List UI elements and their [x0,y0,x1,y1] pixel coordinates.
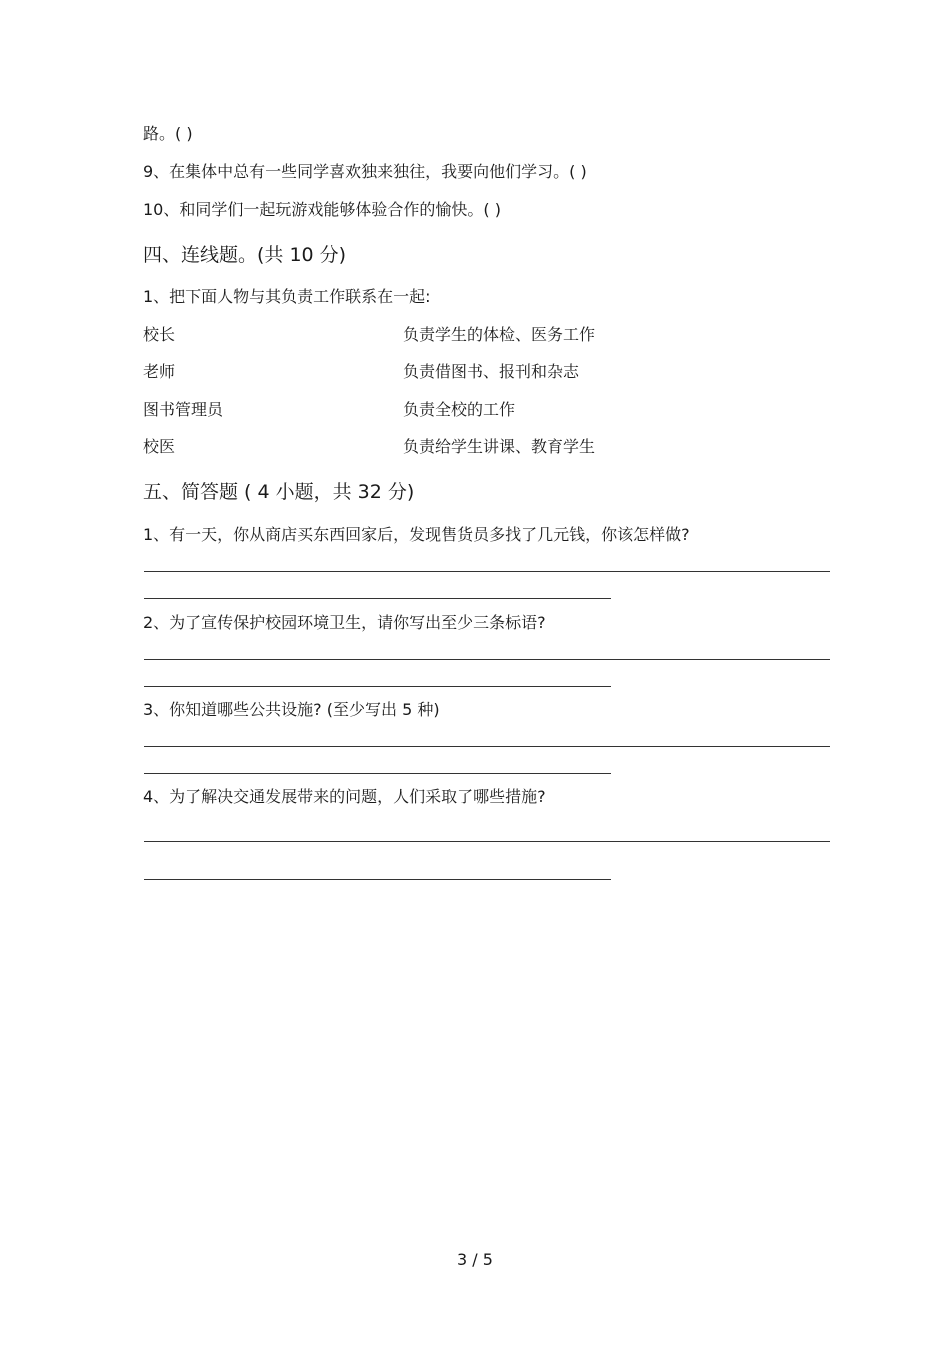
answer-line-3a[interactable] [144,746,830,747]
answer-line-4b[interactable] [144,879,611,880]
match-right-2: 负责借图书、报刊和杂志 [403,362,580,381]
match-right-4: 负责给学生讲课、教育学生 [403,437,596,456]
judge-item-9: 9、在集体中总有一些同学喜欢独来独往，我要向他们学习。( ) [143,162,587,181]
match-left-4: 校医 [143,437,176,456]
question-1: 1、有一天，你从商店买东西回家后，发现售货员多找了几元钱，你该怎样做? [143,525,690,544]
section5-title: 五、简答题 ( 4 小题，共 32 分) [143,481,415,503]
answer-line-2b[interactable] [144,686,611,687]
match-right-3: 负责全校的工作 [403,400,516,419]
section4-title: 四、连线题。(共 10 分) [143,244,347,266]
match-left-3: 图书管理员 [143,400,224,419]
match-left-2: 老师 [143,362,176,381]
match-left-1: 校长 [143,325,176,344]
section4-instruction: 1、把下面人物与其负责工作联系在一起: [143,287,431,306]
answer-line-1a[interactable] [144,571,830,572]
page-number: 3 / 5 [457,1250,493,1269]
answer-line-2a[interactable] [144,659,830,660]
judge-item-8-tail: 路。( ) [143,124,193,143]
judge-item-10: 10、和同学们一起玩游戏能够体验合作的愉快。( ) [143,200,501,219]
question-3: 3、你知道哪些公共设施? (至少写出 5 种) [143,700,440,719]
match-right-1: 负责学生的体检、医务工作 [403,325,596,344]
question-2: 2、为了宣传保护校园环境卫生，请你写出至少三条标语? [143,613,546,632]
answer-line-1b[interactable] [144,598,611,599]
question-4: 4、为了解决交通发展带来的问题，人们采取了哪些措施? [143,787,546,806]
answer-line-3b[interactable] [144,773,611,774]
answer-line-4a[interactable] [144,841,830,842]
